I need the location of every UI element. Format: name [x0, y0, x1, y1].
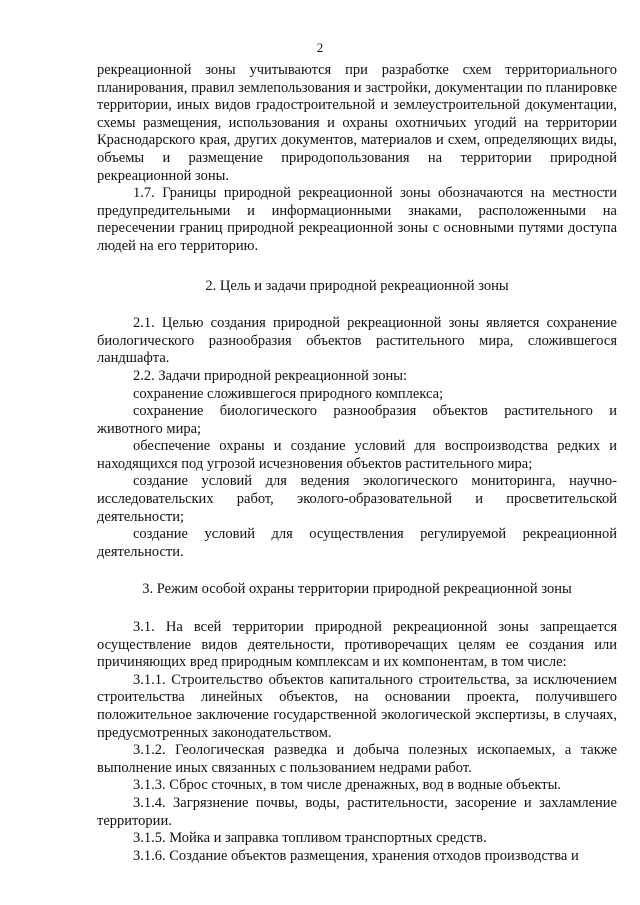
- section-3-heading: 3. Режим особой охраны территории природной рекреационной зоны: [142, 581, 572, 598]
- document-body: [97, 62, 617, 865]
- paragraph-continuation: рекреационной зоны учитываются при разработке схем территориального планирования, правил землепользования и застройки, документации по планировке территории, иных видов градостроительной и землеустроительной документации, схемы размещения, использования и охраны охотничьих угодий на территории Краснодарского края, других документов, материалов и схем, определяющих виды, объемы и размещение природопользования на территории природной рекреационной зоны.: [97, 62, 617, 184]
- task-item: сохранение биологического разнообразия объектов растительного и животного мира;: [97, 403, 617, 437]
- section-2-heading: 2. Цель и задачи природной рекреационной зоны: [205, 277, 509, 294]
- task-item: сохранение сложившегося природного комплекса;: [133, 385, 444, 402]
- paragraph-2-2: 2.2. Задачи природной рекреационной зоны:: [133, 367, 407, 384]
- task-item: создание условий для ведения экологического мониторинга, научно-исследовательских работ, эколого-образовательной и просветительской деятельности;: [97, 473, 617, 525]
- restriction-item: 3.1.3. Сброс сточных, в том числе дренажных, вод в водные объекты.: [133, 777, 561, 794]
- restriction-item: 3.1.4. Загрязнение почвы, воды, растительности, засорение и захламление территории.: [97, 794, 617, 829]
- task-item: обеспечение охраны и создание условий для воспроизводства редких и находящихся под угрозой исчезновения объектов растительного мира;: [97, 438, 617, 472]
- restriction-item: 3.1.1. Строительство объектов капитального строительства, за исключением строительства линейных объектов, на основании проекта, получившего положительное заключение государственной экологической экспертизы, в случаях, предусмотренных законодательством.: [97, 671, 617, 741]
- paragraph-2-1: 2.1. Целью создания природной рекреационной зоны является сохранение биологического разнообразия объектов растительного мира, сложившегося ландшафта.: [97, 315, 617, 367]
- paragraph-1-7: 1.7. Границы природной рекреационной зоны обозначаются на местности предупредительными и информационными знаками, расположенными на пересечении границ природной рекреационной зоны с основными путями доступа людей на его территорию.: [97, 185, 617, 254]
- restriction-item: 3.1.6. Создание объектов размещения, хранения отходов производства и: [133, 847, 579, 864]
- task-item: создание условий для осуществления регулируемой рекреационной деятельности.: [97, 526, 617, 560]
- restriction-item: 3.1.5. Мойка и заправка топливом транспортных средств.: [133, 830, 487, 847]
- paragraph-3-1: 3.1. На всей территории природной рекреационной зоны запрещается осуществление видов деятельности, противоречащих целям ее создания или причиняющих вред природным комплексам и их компонентам, в том числе:: [97, 619, 617, 671]
- page-number: 2: [316, 40, 324, 55]
- restriction-item: 3.1.2. Геологическая разведка и добыча полезных ископаемых, а также выполнение иных связанных с пользованием недрами работ.: [97, 742, 617, 776]
